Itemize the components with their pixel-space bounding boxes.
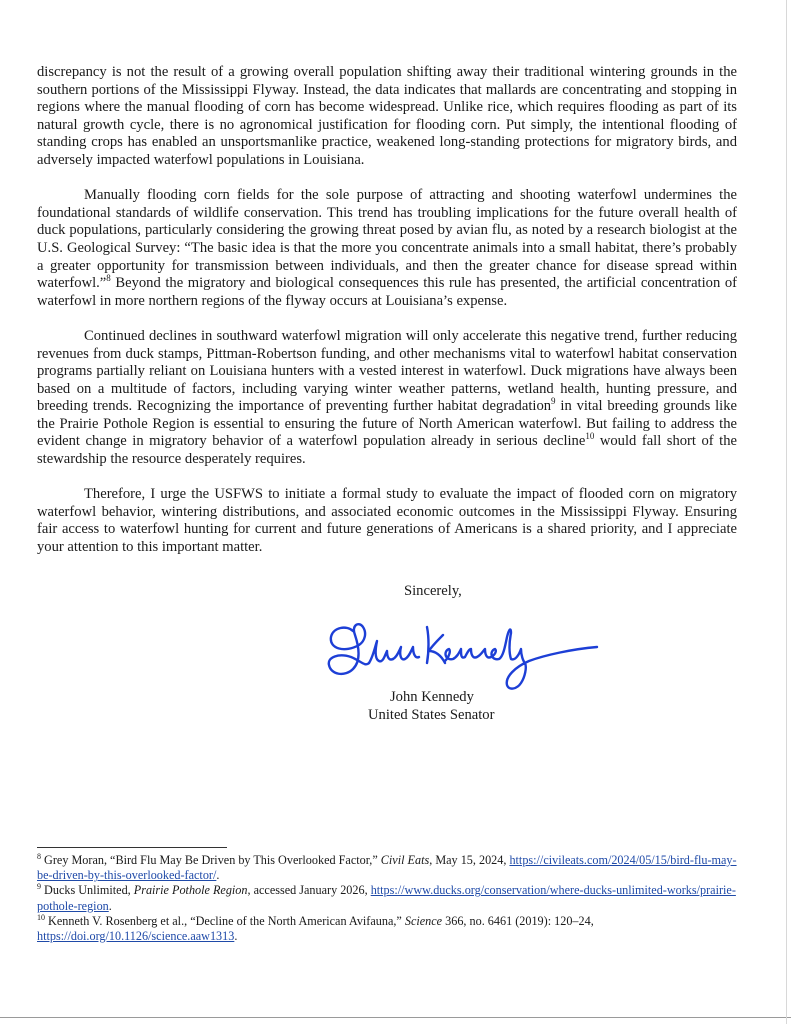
paragraph-3-text-c: would fall short of the stewardship the resource desperately requires.: [37, 433, 737, 468]
footnote-text-2: 366, no. 6461 (2019): 120–24,: [442, 913, 594, 928]
paragraph-2-text-b: Beyond the migratory and biological consequences this rule has presented, the artificial concentration of waterfowl in more northern regions of the flyway occurs at Louisiana’s expense.: [37, 275, 737, 309]
footnote-text-2: , May 15, 2024,: [429, 853, 510, 867]
footnote-8-link[interactable]: https://civileats.com/2024/05/15/bird-flu-may-be-driven-by-this-overlooked-factor/: [37, 853, 737, 883]
footnote-text: Ducks Unlimited,: [41, 883, 134, 898]
footnote-divider: [37, 847, 227, 848]
footnote-10-link[interactable]: https://doi.org/10.1126/science.aaw1313: [37, 929, 235, 944]
footnote-9: [37, 883, 749, 913]
footnote-10: [37, 914, 749, 944]
footnote-ref-10: 10: [585, 431, 595, 442]
footnote-italic: Prairie Pothole Region: [133, 883, 248, 898]
closing-salutation: Sincerely,: [404, 583, 462, 599]
paragraph-3: [37, 328, 737, 469]
footnote-number: 9: [37, 882, 41, 892]
footnote-end: .: [216, 868, 220, 883]
footnotes: [37, 853, 749, 944]
footnote-end: .: [108, 898, 112, 913]
footnote-number: 10: [37, 912, 45, 922]
paragraph-1: discrepancy is not the result of a growing overall population shifting away their traditional wintering grounds in the southern portions of the Mississippi Flyway. Instead, the data indicates that mallards are concentrating and stopping in regions where the manual flooding of corn has become widespread. Unlike rice, which requires flooding as part of its natural growth cycle, there is no agronomical justification for flooding corn. Put simply, the intentional flooding of standing crops has enabled an unsportsmanlike practice, weakened long-standing protections for migratory birds, and adversely impacted waterfowl populations in Louisiana.: [37, 64, 737, 168]
footnote-text: Kenneth V. Rosenberg et al., “Decline of the North American Avifauna,”: [45, 913, 405, 928]
paragraph-4: Therefore, I urge the USFWS to initiate a formal study to evaluate the impact of flooded corn on migratory waterfowl behavior, wintering distributions, and associated economic outcomes in the Mississippi Flyway. Ensuring fair access to waterfowl hunting for current and future generations of Americans is a shared priority, and I appreciate your attention to this important matter.: [37, 486, 737, 556]
page-right-edge: [786, 0, 787, 1024]
footnote-9-link[interactable]: https://www.ducks.org/conservation/where-ducks-unlimited-works/prairie-pothole-region: [37, 883, 736, 913]
letter-body: [37, 64, 737, 574]
paragraph-2-text-a: Manually flooding corn fields for the sole purpose of attracting and shooting waterfowl undermines the foundational standards of wildlife conservation. This trend has troubling implications for the future overall health of duck populations, particularly considering the growing threat posed by avian flu, as noted by a research biologist at the U.S. Geological Survey: “The basic idea is that the more you concentrate animals into a small habitat, there’s probably a greater opportunity for transmission between individuals, and then the greater chance for disease spread within waterfowl.”: [37, 187, 737, 292]
footnote-italic: Science: [404, 913, 443, 928]
footnote-ref-8: 8: [106, 273, 111, 284]
footnote-ref-9: 9: [551, 396, 556, 407]
signer-title: United States Senator: [368, 707, 495, 723]
footnote-italic: Civil Eats: [380, 853, 430, 867]
footnote-text-2: , accessed January 2026,: [247, 883, 371, 898]
paragraph-3-text-a: Continued declines in southward waterfowl migration will only accelerate this negative trend, further reducing revenues from duck stamps, Pittman-Robertson funding, and other mechanisms vital to waterfowl habitat conservation programs partially reliant on Louisiana hunters with a vested interest in waterfowl. Duck migrations have always been based on a multitude of factors, including varying winter weather patterns, wetland health, hunting pressure, and breeding trends. Recognizing the importance of preventing further habitat degradation: [37, 327, 737, 415]
footnote-text: Grey Moran, “Bird Flu May Be Driven by This Overlooked Factor,”: [41, 853, 381, 867]
signer-name: John Kennedy: [390, 689, 474, 705]
page-bottom-edge: [0, 1017, 791, 1018]
footnote-end: .: [234, 929, 238, 944]
footnote-8: [37, 853, 749, 883]
footnote-number: 8: [37, 851, 41, 861]
handwritten-signature: [325, 617, 600, 697]
paragraph-3-text-b: in vital breeding grounds like the Prairie Pothole Region is essential to ensuring the future of North American waterfowl. But failing to address the evident change in migratory behavior of a waterfowl population already in serious decline: [37, 398, 738, 450]
paragraph-2: [37, 187, 737, 310]
signature-block: [368, 688, 494, 724]
